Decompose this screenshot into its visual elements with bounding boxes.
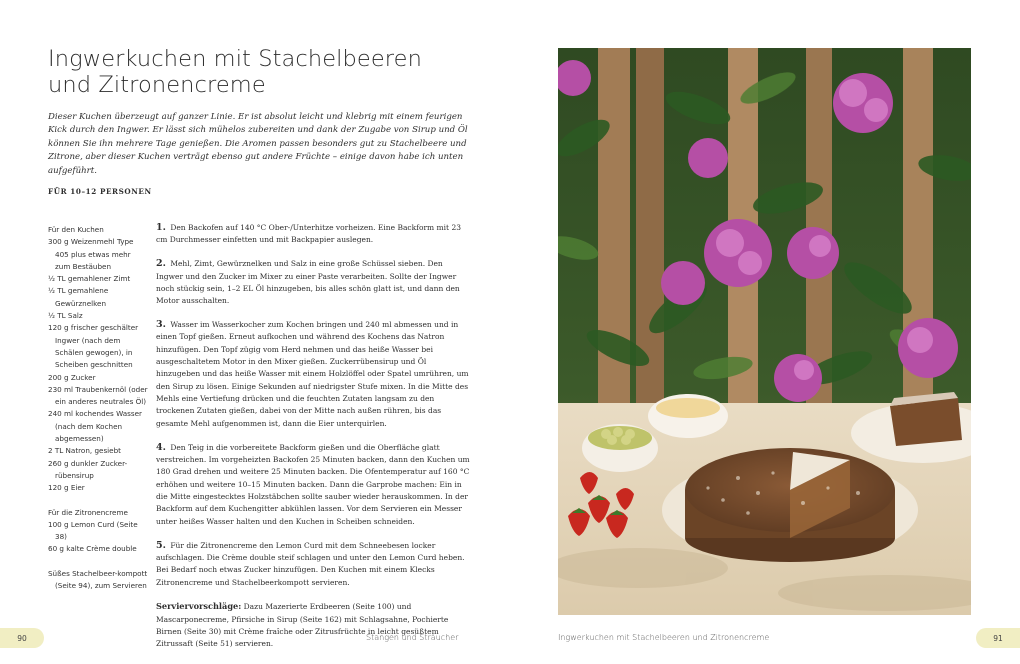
servings-label: FÜR 10–12 PERSONEN <box>48 187 152 196</box>
method-steps <box>156 222 472 662</box>
step-text: Für die Zitronencreme den Lemon Curd mit dem Schneebesen locker aufschlagen. Die Crème double steif schlagen und unter den Lemon Curd heben. Bei Bedarf noch etwas Zucker hinzufügen. Den Kuchen mit einem Klecks Zitronencreme und Stachelbeerkompott servieren. <box>156 540 465 587</box>
ingredients-cake-title: Für den Kuchen <box>48 225 104 234</box>
serving-suggestions <box>156 600 472 650</box>
step-3 <box>156 319 472 430</box>
serving-label: Serviervorschläge: <box>156 601 242 612</box>
ingredient-compote: Süßes Stachelbeer-kompott (Seite 94), zum Servieren <box>48 568 148 591</box>
step-text: Den Backofen auf 140 °C Ober-/Unterhitze vorheizen. Eine Backform mit 23 cm Durchmesser einfetten und mit Backpapier auslegen. <box>156 223 461 245</box>
step-4 <box>156 442 472 528</box>
step-text: Den Teig in die vorbereitete Backform gießen und die Oberfläche glatt verstreichen. Im vorgeheizten Backofen 25 Minuten backen, dann den Kuchen um 180 Grad drehen und weitere 25 Minuten backen. Die Ofentemperatur auf 160 °C erhöhen und weitere 10–15 Minuten backen. Dann die Garprobe machen: Ein in die Mitte eingestecktes Holzstäbchen sollte sauber wieder herauskommen. In der Backform auf dem Kuchengitter abkühlen lassen. Vor dem Servieren ein Messer unter heißes Wasser halten und den Kuchen in Scheiben schneiden. <box>156 442 470 526</box>
recipe-title <box>48 46 478 98</box>
cake-photo <box>558 48 971 615</box>
recipe-intro: Dieser Kuchen überzeugt auf ganzer Linie. Er ist absolut leicht und klebrig mit einem feurigen Kick durch den Ingwer. Er lässt sich mühelos zubereiten und dank der Zugabe von Sirup und Öl können Sie ihn mehrere Tage genießen. Die Aromen passen besonders gut zu Stachelbeere und Zitrone, aber dieser Kuchen verträgt ebenso gut andere Früchte – einige davon habe ich unten aufgeführt. <box>48 112 468 176</box>
step-number: 2. <box>156 258 166 270</box>
ingredient-item: ½ TL gemahlener Zimt <box>48 274 131 284</box>
ingredient-item: 120 g frischer geschälter Ingwer (nach dem Schälen gewogen), in Scheiben geschnitten <box>48 323 139 370</box>
step-text: Wasser im Wasserkocher zum Kochen bringen und 240 ml abmessen und in einen Topf gießen. Erneut aufkochen und während des Kochens das Natron hinzufügen. Den Topf zügig vom Herd nehmen und das heiße Wasser bei ausgeschaltetem Motor in den Mixer gießen. Zuckerrübensirup und Öl hinzugeben und das heiße Wasser mit einem Holzlöffel oder Spatel umrühren, um den Sirup zu lösen. Einige Sekunden auf niedrigster Stufe mixen. In die Mitte des Mehls eine Vertiefung drücken und die feuchten Zutaten langsam zu den trockenen Zutaten gießen, dabei von der Mitte nach außen rühren, bis das gesamte Mehl aufgenommen ist, dann die Eier unterquirlen. <box>156 320 469 428</box>
running-footer-right: Ingwerkuchen mit Stachelbeeren und Zitronencreme <box>558 633 770 642</box>
ingredient-item: 200 g Zucker <box>48 372 96 382</box>
running-footer-left: Stangen und Sträucher <box>366 633 459 642</box>
ingredient-item: 2 TL Natron, gesiebt <box>48 446 121 456</box>
ingredient-item: ½ TL gemahlene Gewürznelken <box>48 286 109 308</box>
ingredient-item: 230 ml Traubenkernöl (oder ein anderes neutrales Öl) <box>48 384 148 407</box>
step-1 <box>156 222 472 247</box>
ingredient-item: 260 g dunkler Zucker-rübensirup <box>48 458 128 480</box>
recipe-title-line2: und Zitronencreme <box>48 72 266 98</box>
step-number: 1. <box>156 222 166 233</box>
step-number: 4. <box>156 441 166 453</box>
page-number-left: 90 <box>0 628 44 648</box>
ingredient-item: 120 g Eier <box>48 483 85 493</box>
ingredient-item: 240 ml kochendes Wasser (nach dem Kochen abgemessen) <box>48 409 143 444</box>
step-2 <box>156 258 472 307</box>
step-number: 3. <box>156 319 166 331</box>
ingredients-list <box>48 224 148 592</box>
page-number-right: 91 <box>976 628 1020 648</box>
ingredient-item: 60 g kalte Crème double <box>48 544 137 554</box>
ingredient-item: 300 g Weizenmehl Type 405 plus etwas mehr zum Bestäuben <box>48 237 134 271</box>
ingredient-item: ½ TL Salz <box>48 311 83 321</box>
ingredient-item: 100 g Lemon Curd (Seite 38) <box>48 519 138 542</box>
right-page <box>510 0 1020 664</box>
step-number: 5. <box>156 539 166 551</box>
step-text: Mehl, Zimt, Gewürznelken und Salz in eine große Schüssel sieben. Den Ingwer und den Zucker im Mixer zu einer Paste verarbeiten. Sollte der Ingwer noch stückig sein, 1–2 EL Öl hinzugeben, bis alles schön glatt ist, und dann den Motor ausschalten. <box>156 259 460 306</box>
step-5 <box>156 540 472 589</box>
serving-text: Dazu Mazerierte Erdbeeren (Seite 100) und Mascarponecreme, Pfirsiche in Sirup (Seite 162) mit Schlagsahne, Pochierte Birnen (Seite 30) mit Crème fraîche oder Zitrusfrüchte in leicht gesüßtem Zitrussaft (Seite 51) servieren. <box>156 602 449 649</box>
ingredients-cream-title: Für die Zitronencreme <box>48 507 128 517</box>
recipe-title-line1: Ingwerkuchen mit Stachelbeeren <box>48 46 422 72</box>
